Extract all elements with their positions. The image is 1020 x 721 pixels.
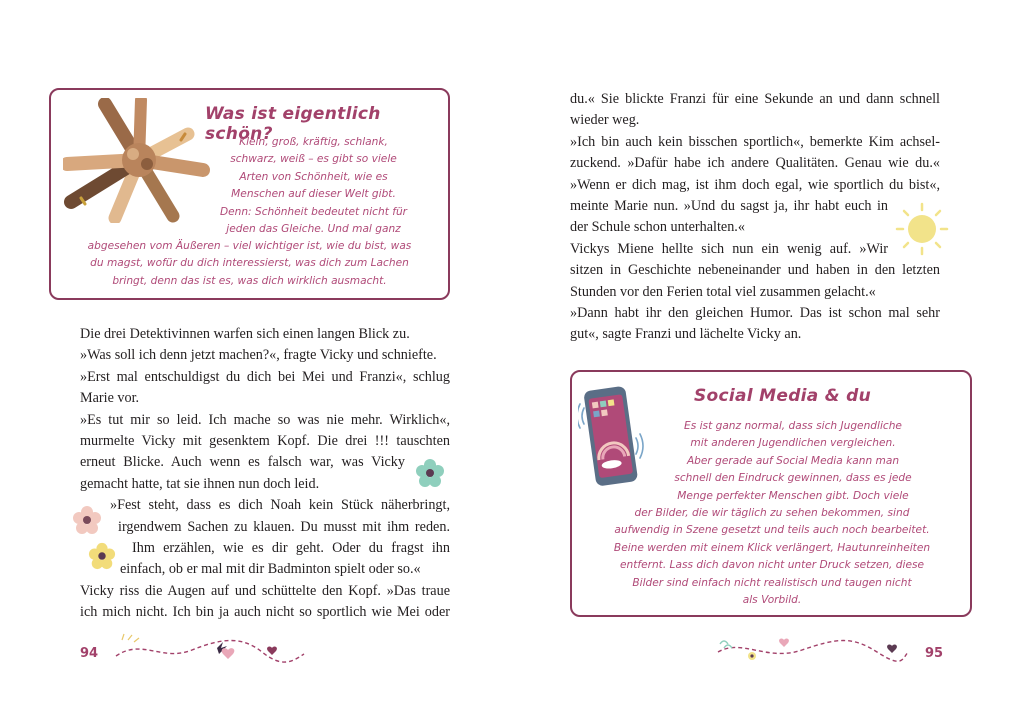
text-line: Stunden vor den Ferien total viel zusammen gelacht.« bbox=[570, 283, 876, 300]
text-line: Vicky riss die Augen auf und schüttelte den Kopf. »Das traue bbox=[80, 582, 450, 599]
flower-icon bbox=[415, 458, 445, 488]
box-line: Es ist ganz normal, dass sich Jugendliche bbox=[684, 420, 902, 432]
flower-icon bbox=[72, 505, 102, 535]
box-line: aufwendig in Szene gesetzt und teils auch noch bearbeitet. bbox=[614, 524, 930, 537]
box-line: Bilder sind einfach nicht realistisch und taugen nicht bbox=[632, 576, 912, 589]
flower-icon bbox=[88, 542, 116, 570]
text-line: sitzen in Geschichte nebeneinander und haben in den letzten bbox=[570, 262, 940, 279]
text-line: »Fest steht, dass es dich Noah kein Stück näherbringt, bbox=[110, 497, 450, 514]
box-line: Beine werden mit einem Klick verlängert, Hautunreinheiten bbox=[613, 541, 931, 554]
phone-illustration bbox=[578, 378, 646, 496]
text-line: Die drei Detektivinnen warfen sich einen langen Blick zu. bbox=[80, 326, 410, 342]
dashed-heart-trail bbox=[112, 628, 307, 668]
box-line: Arten von Schönheit, wie es bbox=[239, 170, 388, 183]
text-line: »Ich bin auch kein bisschen sportlich«, bemerkte Kim achsel- bbox=[570, 133, 940, 150]
text-line: wieder weg. bbox=[570, 112, 640, 129]
box-line: als Vorbild. bbox=[742, 594, 802, 607]
sun-icon bbox=[892, 200, 952, 258]
box-line: der Bilder, die wir täglich zu sehen bekommen, sind bbox=[634, 507, 910, 519]
box-body-lower bbox=[57, 238, 442, 290]
text-line: »Was soll ich denn jetzt machen?«, fragte Vicky und schniefte. bbox=[80, 347, 437, 364]
body-text-right bbox=[570, 89, 940, 346]
box-line: entfernt. Lass dich davon nicht unter Druck setzen, diese bbox=[619, 559, 925, 572]
box-title: Was ist eigentlich schön? bbox=[205, 104, 381, 144]
box-body-upper bbox=[201, 134, 426, 238]
text-line: du.« Sie blickte Franzi für eine Sekunde an und dann schnell bbox=[570, 91, 940, 107]
text-line: einfach, ob er mal mit dir Badminton spielt oder so.« bbox=[120, 561, 421, 578]
box-line: Aber gerade auf Social Media kann man bbox=[686, 454, 900, 467]
box-line: mit anderen Jugendlichen vergleichen. bbox=[690, 437, 896, 450]
body-text-left bbox=[80, 324, 450, 624]
dashed-heart-trail bbox=[712, 630, 912, 666]
box-body-upper bbox=[668, 418, 918, 505]
box-line: abgesehen vom Äußeren – viel wichtiger ist, wie du bist, was bbox=[87, 240, 412, 252]
box-line: Menge perfekter Menschen gibt. Doch viele bbox=[677, 489, 909, 502]
text-line: der Schule schon unterhalten.« bbox=[570, 219, 745, 236]
text-line: »Dann habt ihr den gleichen Humor. Das ist schon mal sehr bbox=[570, 305, 940, 322]
text-line: Ihm erzählen, wie es dir geht. Oder du fragst ihn bbox=[132, 540, 450, 557]
page-number: 94 bbox=[80, 646, 99, 661]
box-line: jeden das Gleiche. Und mal ganz bbox=[226, 223, 401, 236]
text-line: »Wenn er dich mag, ist ihm doch egal, wie sportlich du bist«, bbox=[570, 176, 940, 193]
text-line: ich mich nicht. Ich bin ja auch nicht so sportlich wie Mei oder bbox=[80, 604, 450, 621]
hands-illustration bbox=[63, 98, 215, 223]
box-line: bringt, denn das ist es, was dich wirklich ausmacht. bbox=[112, 274, 387, 287]
heart-icon bbox=[267, 647, 277, 655]
right-page bbox=[510, 0, 1020, 721]
box-line: Klein, groß, kräftig, schlank, bbox=[239, 136, 388, 148]
heart-icon bbox=[887, 645, 897, 653]
text-line: gemacht hatte, tat sie ihnen nun doch leid. bbox=[80, 475, 320, 492]
box-line: schwarz, weiß – es gibt so viele bbox=[230, 153, 397, 166]
heart-icon bbox=[779, 639, 789, 647]
box-line: Menschen auf dieser Welt gibt. bbox=[231, 188, 396, 201]
box-line: Denn: Schönheit bedeutet nicht für bbox=[219, 205, 408, 218]
text-line: zuckend. »Dafür habe ich andere Qualitäten. Genau wie du.« bbox=[570, 155, 940, 172]
text-line: Vickys Miene hellte sich nun ein wenig auf. »Wir bbox=[570, 240, 888, 257]
text-line: murmelte Vicky mit gesenktem Kopf. Die drei !!! tauschten bbox=[80, 433, 450, 450]
info-box-beauty bbox=[49, 88, 450, 300]
box-line: du magst, wofür du dich interessierst, was dich zum Lachen bbox=[90, 257, 409, 270]
heart-icon bbox=[222, 648, 235, 659]
text-line: »Erst mal entschuldigst du dich bei Mei und Franzi«, schlug bbox=[80, 368, 450, 385]
text-line: erneut Blicke. Auch wenn es falsch war, was Vicky bbox=[80, 454, 405, 471]
text-line: »Es tut mir so leid. Ich mache so was nie mehr. Wirklich«, bbox=[80, 411, 450, 428]
box-line: schnell den Eindruck gewinnen, dass es jede bbox=[674, 472, 912, 485]
text-line: Marie vor. bbox=[80, 390, 140, 407]
box-body-lower bbox=[578, 505, 966, 609]
text-line: meinte Marie nun. »Und du sagst ja, ihr habt euch in bbox=[570, 198, 888, 215]
box-title: Social Media & du bbox=[694, 386, 871, 406]
info-box-social-media bbox=[570, 370, 972, 617]
text-line: gut«, sagte Franzi und lächelte Vicky an. bbox=[570, 326, 802, 343]
text-line: irgendwem Sachen zu klauen. Du musst mit ihm reden. bbox=[118, 518, 450, 535]
page-number: 95 bbox=[925, 646, 944, 661]
